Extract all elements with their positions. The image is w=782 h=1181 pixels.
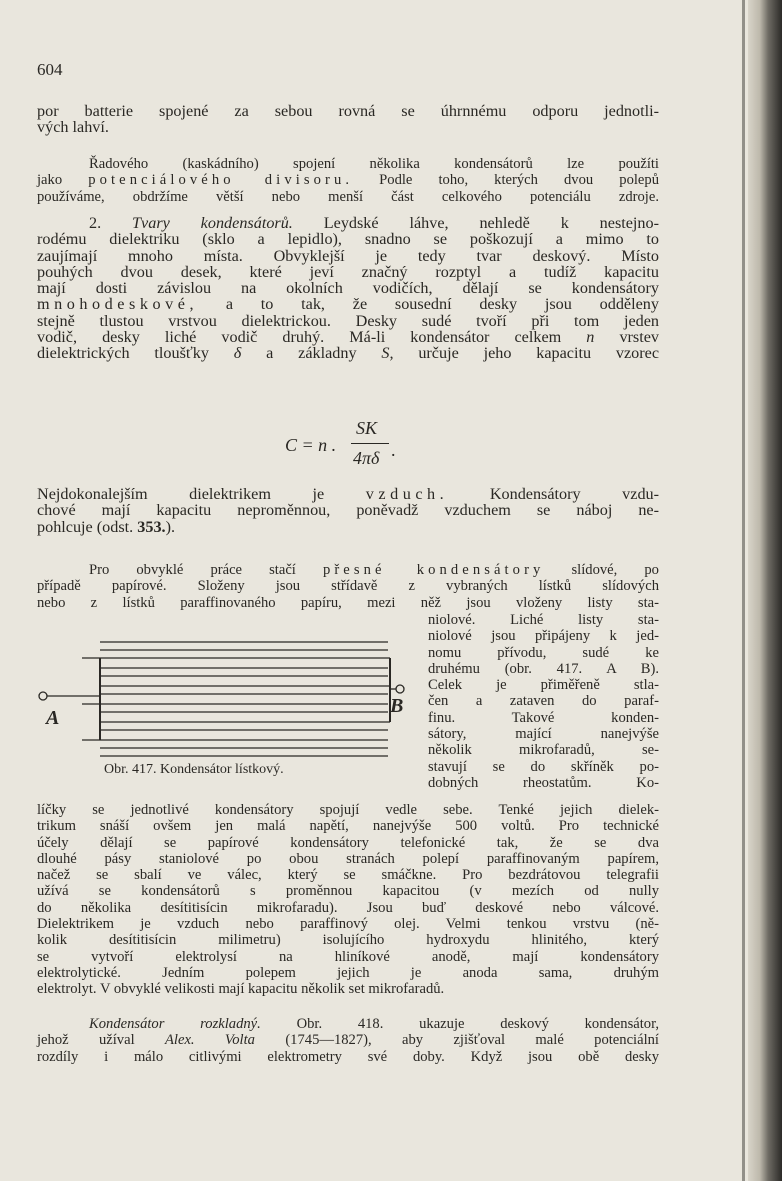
section-number: 2. (89, 214, 102, 232)
text-line: užívá se kondensátorů s proměnnou kapacitou (v mezích od nully (37, 883, 659, 900)
text-line: rozdíly i málo citlivými elektrometry své doby. Když jsou obě desky (37, 1048, 659, 1065)
text-fragment: vodič, desky liché vodič druhý. Má-li kondensátor celkem (37, 328, 562, 347)
text-line: líčky se jednotlivé kondensátory spojují vedle sebe. Tenké jejich dielek- (37, 802, 659, 818)
text-line: vých lahví. (37, 118, 109, 137)
emphasis-spaced: mnohodeskové, (37, 295, 199, 314)
text-line: případě papírové. Složeny jsou střídavě z vybraných lístků slídových (37, 578, 659, 595)
label-b: B (390, 695, 404, 717)
text-line (37, 172, 659, 188)
text-line: trikum snáší ovšem jen malá napětí, nanejvýše 500 voltů. Pro technické (37, 818, 659, 835)
formula-denominator: 4πδ (353, 448, 380, 468)
text-line: Dielektrikem je vzduch nebo paraffinový olej. Velmi tenkou vrstvu (ně- (37, 916, 659, 933)
math-symbol: n (586, 328, 595, 347)
text-line (37, 1016, 659, 1032)
subsection-title: Kondensátor rozkladný. (89, 1016, 261, 1032)
text-fragment: a základny (266, 344, 357, 363)
text-line (37, 212, 660, 232)
text-line: se vytvoří elektrolysí na hliníkové anodě, mají kondensátory (37, 948, 659, 965)
text-line: několik mikrofaradů, se- (428, 742, 659, 759)
text-fragment: ). (165, 517, 176, 536)
math-symbol: δ (233, 344, 242, 363)
section-title: Tvary kondensátorů. (132, 214, 293, 232)
formula-numerator: SK (356, 418, 378, 438)
text-line: elektrolytické. Jedním polepem jejich je anoda sama, druhým (37, 964, 659, 981)
terminal-a (39, 692, 47, 700)
emphasis-spaced: vzduch. (365, 485, 449, 503)
label-a: A (46, 707, 60, 729)
text-fragment: dielektrických tloušťky (37, 344, 209, 363)
text-line: dlouhé pásy staniolové po obou stranách polepí paraffinovaným papírem, (37, 850, 659, 867)
text-line (37, 326, 659, 347)
text-line: načež se sbalí ve válec, který se smáčkne. Pro bezdrátovou telegrafii (37, 867, 659, 884)
text-line: dobných rheostatům. Ko- (428, 774, 659, 791)
page-number: 604 (37, 60, 63, 79)
cross-reference: 353. (137, 517, 166, 536)
page-fold-line (742, 0, 745, 1181)
paragraph-air-dielectric (37, 483, 660, 536)
figure-side-text (428, 612, 659, 791)
figure-foil-capacitor (38, 632, 418, 782)
math-symbol: S, (381, 344, 394, 363)
book-page-edge (748, 0, 782, 1181)
text-fragment: jako (37, 172, 63, 189)
text-fragment: Pro obvyklé práce stačí (89, 562, 296, 578)
text-line: druhému (obr. 417. A B). (428, 660, 659, 677)
formula-lhs: C = n . (285, 435, 337, 455)
text-line (37, 1032, 659, 1048)
paragraph-batteries (37, 100, 659, 137)
text-line: niolové. Liché listy sta- (428, 612, 659, 628)
text-fragment: vrstev (619, 328, 659, 347)
terminal-b (396, 685, 404, 693)
text-line: nomu přívodu, sudé ke (428, 644, 659, 661)
text-line: sátory, mající nanejvýše (428, 726, 659, 743)
text-line: používáme, obdržíme větší nebo menší část celkového potenciálu zdroje. (37, 188, 659, 205)
text-fragment: určuje jeho kapacitu vzorec (418, 344, 660, 363)
text-fragment: jehož užíval (37, 1032, 135, 1049)
text-fragment: (1745—1827), aby zjišťoval malé potenciální (285, 1032, 659, 1049)
text-line: mají dosti závislou na okolních vodičích, dělají se kondensátory (37, 279, 659, 298)
emphasis-spaced: přesné kondensátory (322, 562, 545, 578)
figure-caption: Obr. 417. Kondensátor lístkový. (104, 762, 284, 777)
text-line: nebo z lístků paraffinovaného papíru, mezi něž jsou vloženy listy sta- (37, 594, 659, 611)
person-name: Alex. Volta (165, 1032, 255, 1049)
text-fragment: Podle toho, kterých dvou polepů (379, 172, 660, 189)
paragraph-paper-capacitors (37, 802, 659, 998)
paragraph-capacitor-shapes (37, 212, 660, 363)
paragraph-volta-condenser (37, 1016, 659, 1065)
text-line: pouhých dvou desek, které jeví značný rozptyl a tudíž kapacitu (37, 262, 659, 281)
text-line: kolik desítitisícin milimetru) isolujícího hydroxydu hlinitého, který (37, 932, 659, 949)
text-line: účely dělají se papírové kondensátory telefonické tak, že se dva (37, 834, 659, 851)
text-fragment: Leydské láhve, nehledě k nestejno- (323, 214, 660, 232)
text-line: stavují se do skříněk po- (428, 758, 659, 775)
text-line: finu. Takové konden- (428, 709, 659, 726)
text-fragment: Obr. 418. ukazuje deskový kondensátor, (296, 1016, 660, 1032)
text-line (37, 342, 660, 363)
text-line: Řadového (kaskádního) spojení několika kondensátorů lze použíti (89, 156, 659, 172)
text-fragment: pohlcuje (odst. (37, 517, 134, 536)
emphasis-spaced: potenciálového divisoru. (88, 172, 354, 189)
fraction-bar (351, 443, 389, 444)
text-fragment: Nejdokonalejším dielektrikem je (37, 485, 325, 503)
text-line: do několika desítitisícin mikrofaradu). Jsou buď deskové nebo válcové. (37, 899, 659, 916)
text-line: elektrolyt. V obvyklé velikosti mají kapacitu několik set mikrofaradů. (37, 981, 445, 998)
text-line: Celek je přiměřeně stla- (428, 677, 659, 694)
text-line (37, 483, 660, 503)
text-fragment: slídové, po (571, 562, 659, 578)
text-line: stejně tlustou vrstvou dielektrickou. Desky sudé tvoří při tom jeden (37, 311, 659, 330)
text-line: niolové jsou připájeny k jed- (428, 628, 659, 645)
text-line (37, 562, 659, 578)
text-line: rodému dielektriku (sklo a lepidlo), snadno se poškozují a mimo to (37, 230, 659, 249)
text-fragment: Kondensátory vzdu- (489, 485, 660, 503)
paragraph-series-connection (37, 156, 659, 205)
text-line: čen a zataven do paraf- (428, 693, 659, 710)
paragraph-precise-capacitors (37, 562, 659, 611)
text-line (37, 293, 659, 314)
text-line: por batterie spojené za sebou rovná se úhrnnému odporu jednotli- (37, 102, 659, 120)
text-line: zaujímají mnoho místa. Obvyklejší je tedy tvar deskový. Místo (37, 246, 659, 265)
text-fragment: a to tak, že sousední desky jsou odděleny (225, 295, 659, 314)
formula-period: . (391, 440, 396, 460)
text-line: chové mají kapacitu neproměnnou, poněvadž vzduchem se náboj ne- (37, 501, 659, 520)
